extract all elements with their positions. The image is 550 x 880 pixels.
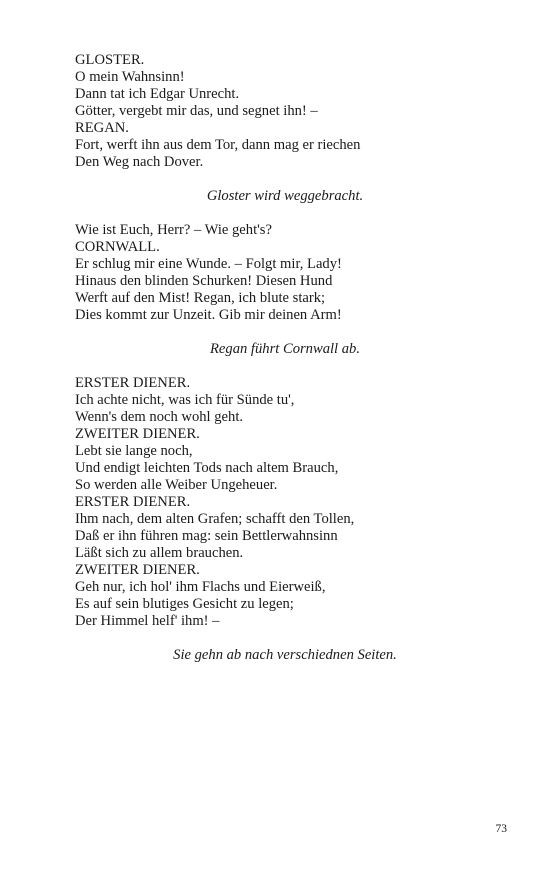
text-line: Daß er ihn führen mag: sein Bettlerwahnsinn xyxy=(75,528,338,544)
text-line: Werft auf den Mist! Regan, ich blute stark; xyxy=(75,290,326,306)
text-line: Den Weg nach Dover. xyxy=(75,154,204,170)
play-text xyxy=(75,52,495,664)
text-line: Wenn's dem noch wohl geht. xyxy=(75,409,244,425)
text-line: Dann tat ich Edgar Unrecht. xyxy=(75,86,240,102)
text-line: Dies kommt zur Unzeit. Gib mir deinen Arm! xyxy=(75,307,342,323)
blank-line xyxy=(75,630,495,647)
blank-line xyxy=(75,171,495,188)
text-line: Fort, werft ihn aus dem Tor, dann mag er riechen xyxy=(75,137,361,153)
text-line: Er schlug mir eine Wunde. – Folgt mir, Lady! xyxy=(75,256,342,272)
text-line: ERSTER DIENER. xyxy=(75,494,191,510)
text-line: Läßt sich zu allem brauchen. xyxy=(75,545,244,561)
text-line: Es auf sein blutiges Gesicht zu legen; xyxy=(75,596,294,612)
text-line: Geh nur, ich hol' ihm Flachs und Eierweiß, xyxy=(75,579,326,595)
text-line: Lebt sie lange noch, xyxy=(75,443,193,459)
text-line: Ihm nach, dem alten Grafen; schafft den Tollen, xyxy=(75,511,355,527)
text-line: Wie ist Euch, Herr? – Wie geht's? xyxy=(75,222,272,238)
text-line: ERSTER DIENER. xyxy=(75,375,191,391)
blank-line xyxy=(75,205,495,222)
text-line: Und endigt leichten Tods nach altem Brauch, xyxy=(75,460,339,476)
text-line: Ich achte nicht, was ich für Sünde tu', xyxy=(75,392,295,408)
text-line: GLOSTER. xyxy=(75,52,145,68)
stage-direction: Sie gehn ab nach verschiednen Seiten. xyxy=(173,647,397,663)
text-line: REGAN. xyxy=(75,120,129,136)
text-line: O mein Wahnsinn! xyxy=(75,69,185,85)
page-number: 73 xyxy=(495,823,507,835)
text-line: Der Himmel helf' ihm! – xyxy=(75,613,220,629)
stage-direction: Regan führt Cornwall ab. xyxy=(210,341,360,357)
blank-line xyxy=(75,358,495,375)
text-line: Hinaus den blinden Schurken! Diesen Hund xyxy=(75,273,333,289)
text-line: Götter, vergebt mir das, und segnet ihn! – xyxy=(75,103,318,119)
text-line: CORNWALL. xyxy=(75,239,160,255)
stage-direction: Gloster wird weggebracht. xyxy=(206,188,364,204)
text-line: ZWEITER DIENER. xyxy=(75,426,200,442)
text-line: ZWEITER DIENER. xyxy=(75,562,200,578)
blank-line xyxy=(75,324,495,341)
text-line: So werden alle Weiber Ungeheuer. xyxy=(75,477,278,493)
